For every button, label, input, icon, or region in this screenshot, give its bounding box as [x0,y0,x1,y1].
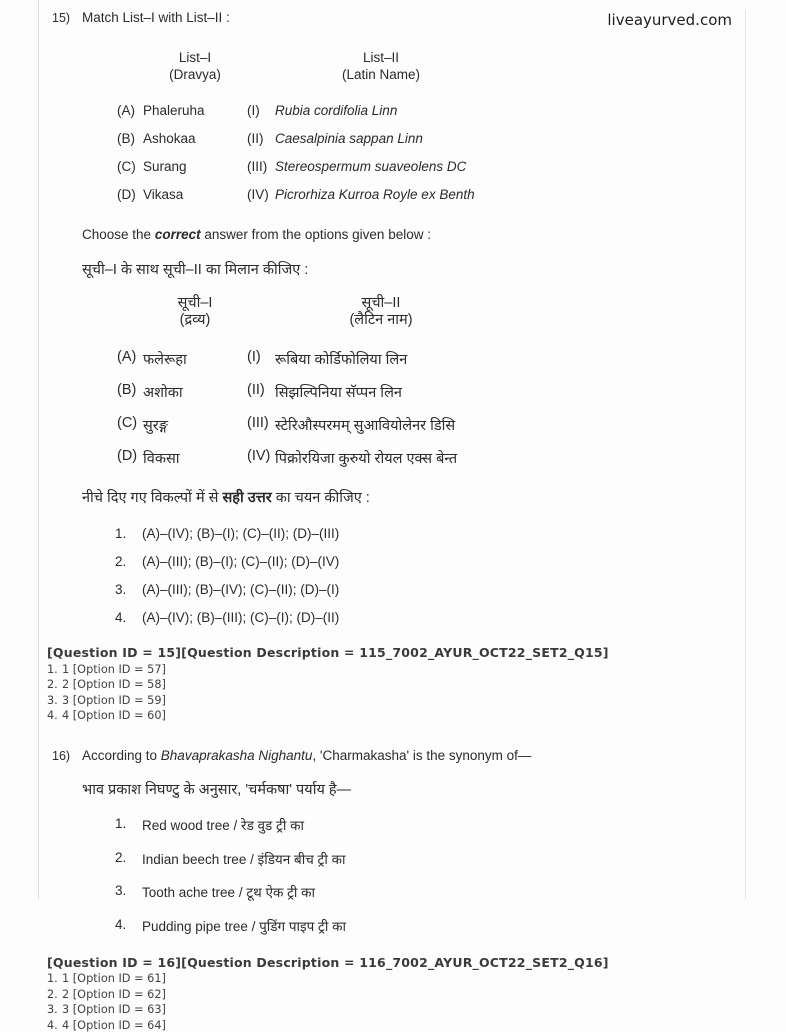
match-row-name: अशोका [143,385,183,401]
match-row-name: सुरङ्ग [143,418,168,434]
option-text: (A)–(III); (B)–(I); (C)–(II); (D)–(IV) [142,554,340,569]
question-15-prompt-hi: सूची–I के साथ सूची–II का मिलान कीजिए : [82,262,309,278]
list1-title-en: List–I [178,50,212,65]
match-row-name: Phaleruha [143,103,205,118]
match-table-hindi [117,295,745,468]
list1-subtitle-hi: (द्रव्य) [179,312,211,328]
option-text: Pudding pipe tree / पुडिंग पाइप ट्री का [142,918,346,934]
match-row-roman: (IV) [247,187,269,202]
q16-option-1 [115,816,745,834]
list1-header-hi [143,295,247,329]
list2-title-en: List–II [362,50,400,65]
question-15-prompt-en: Match List–I with List–II : [82,10,230,25]
choose-correct-emphasis-hi: सही उत्तर [222,490,272,506]
match-row-latin: रूबिया कोर्डिफोलिया लिन [275,352,408,368]
match-row-roman: (II) [247,382,265,398]
q15-meta-line-1: 1. 1 [Option ID = 57] [47,662,166,676]
match-row-latin: Stereospermum suaveolens DC [275,159,467,174]
question-15-header [0,10,745,25]
option-text: Red wood tree / रेड वुड ट्री का [142,818,304,833]
exam-page [0,10,745,1032]
match-row-name: विकसा [143,451,180,467]
question-16-prompt-en: According to Bhavaprakasha Nighantu, 'Charmakasha' is the synonym of— [82,748,532,763]
option-number: 3. [115,883,127,898]
match-row-roman: (I) [247,103,260,118]
match-row-roman: (II) [247,131,264,146]
choose-instruction-en: Choose the correct answer from the options given below : [82,227,431,242]
option-text: (A)–(IV); (B)–(I); (C)–(II); (D)–(III) [142,526,340,541]
match-row-roman: (III) [247,415,269,431]
choose-instruction-hi: नीचे दिए गए विकल्पों में से सही उत्तर का चयन कीजिए : [82,490,370,506]
option-number: 3. [115,582,127,597]
q16-meta [47,955,745,1032]
q16-meta-line-1: 1. 1 [Option ID = 61] [47,972,166,985]
match-row-name: Vikasa [143,187,184,202]
option-number: 2. [115,554,127,569]
match-row-name: Surang [143,159,187,174]
question-16-header [0,748,745,763]
q15-meta-line-3: 3. 3 [Option ID = 59] [47,693,166,707]
question-16-prompt-hi: भाव प्रकाश निघण्टु के अनुसार, 'चर्मकषा' पर्याय है— [82,782,352,798]
list2-subtitle-hi: (लैटिन नाम) [349,312,413,328]
list2-header-hi [275,295,487,329]
option-number: 4. [115,610,127,625]
book-title-italic: Bhavaprakasha Nighantu [160,748,313,763]
q15-meta [47,645,745,722]
match-row-name: फलेरूहा [143,352,187,368]
option-number: 1. [115,526,127,541]
q16-meta-line-4: 4. 4 [Option ID = 64] [47,1018,166,1032]
q15-meta-header: [Question ID = 15][Question Description = 115_7002_AYUR_OCT22_SET2_Q15] [47,645,609,660]
q16-meta-header: [Question ID = 16][Question Description = 116_7002_AYUR_OCT22_SET2_Q16] [47,954,609,970]
q16-meta-line-2: 2. 2 [Option ID = 62] [47,987,166,1001]
match-table-english [117,49,745,202]
match-row-latin: पिक्रोरयिजा कुरुयो रोयल एक्स बेन्त [275,451,458,467]
match-row-latin: स्टेरिऔस्परमम् सुआवियोलेनर डिसि [275,418,456,434]
q16-meta-line-3: 3. 3 [Option ID = 63] [47,1003,166,1016]
match-row-roman: (IV) [247,448,271,464]
q15-option-2 [115,554,745,569]
page-right-border [745,10,746,899]
match-row-key: (C) [117,415,138,431]
question-16-number: 16) [52,749,71,763]
match-row-key: (B) [117,131,135,146]
match-row-latin: सिझल्पिनिया सॅप्पन लिन [275,385,402,401]
list1-header-en [143,49,247,83]
option-number: 2. [115,849,127,865]
question-15-number: 15) [52,11,71,25]
match-row-latin: Picrorhiza Kurroa Royle ex Benth [275,187,475,202]
list2-header-en [275,49,487,83]
q15-option-1 [115,526,745,541]
list1-title-hi: सूची–I [177,295,213,311]
list2-subtitle-en: (Latin Name) [341,67,421,82]
q15-option-4 [115,610,745,625]
q16-option-2 [115,850,745,868]
match-row-key: (D) [117,187,136,202]
option-text: (A)–(IV); (B)–(III); (C)–(I); (D)–(II) [142,610,340,625]
match-row-roman: (III) [247,159,268,174]
option-text: Tooth ache tree / टूथ ऐक ट्री का [142,885,315,900]
q16-option-3 [115,883,745,901]
q15-option-3 [115,582,745,597]
option-text: Indian beech tree / इंडियन बीच ट्री का [142,851,346,867]
q16-option-4 [115,917,745,935]
option-text: (A)–(III); (B)–(IV); (C)–(II); (D)–(I) [142,582,340,597]
choose-correct-emphasis: correct [154,227,201,242]
match-row-latin: Caesalpinia sappan Linn [275,131,423,146]
list1-subtitle-en: (Dravya) [169,67,221,82]
match-row-key: (C) [117,159,136,174]
match-row-key: (A) [117,349,137,365]
match-row-key: (D) [117,448,138,464]
match-row-name: Ashokaa [143,131,196,146]
match-row-roman: (I) [247,349,261,365]
option-number: 1. [115,816,127,831]
match-row-latin: Rubia cordifolia Linn [275,103,398,118]
list2-title-hi: सूची–II [361,295,401,311]
q15-meta-line-2: 2. 2 [Option ID = 58] [47,678,166,691]
q15-meta-line-4: 4. 4 [Option ID = 60] [47,709,166,722]
option-number: 4. [115,916,127,932]
match-row-key: (B) [117,382,137,398]
site-watermark: liveayurved.com [607,11,732,29]
match-row-key: (A) [117,103,135,118]
